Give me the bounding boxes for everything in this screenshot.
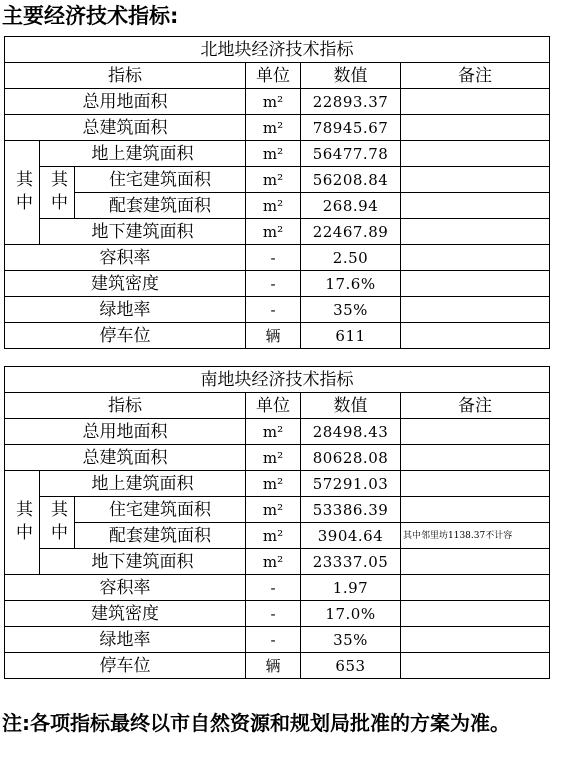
row-unit: 辆 bbox=[246, 653, 301, 679]
row-remark bbox=[401, 115, 550, 141]
table-row bbox=[5, 627, 550, 653]
row-remark bbox=[401, 445, 550, 471]
row-unit: - bbox=[246, 575, 301, 601]
of-which-inner-label: 其中 bbox=[40, 497, 75, 549]
table-title-row bbox=[5, 367, 550, 393]
table-row bbox=[5, 323, 550, 349]
row-remark bbox=[401, 549, 550, 575]
table-row bbox=[5, 245, 550, 271]
row-label: 建筑密度 bbox=[5, 601, 246, 627]
table-row bbox=[5, 271, 550, 297]
table-row bbox=[5, 549, 550, 575]
row-label: 地下建筑面积 bbox=[40, 219, 246, 245]
header-indicator: 指标 bbox=[5, 63, 246, 89]
row-unit: m² bbox=[246, 167, 301, 193]
table-row bbox=[5, 89, 550, 115]
row-value: 611 bbox=[301, 323, 401, 349]
row-unit: - bbox=[246, 627, 301, 653]
row-value: 23337.05 bbox=[301, 549, 401, 575]
row-label: 绿地率 bbox=[5, 627, 246, 653]
table-row bbox=[5, 219, 550, 245]
north-indicator-table bbox=[4, 36, 550, 349]
row-remark bbox=[401, 653, 550, 679]
row-unit: - bbox=[246, 271, 301, 297]
of-which-outer-label: 其中 bbox=[5, 141, 40, 245]
of-which-inner-label: 其中 bbox=[40, 167, 75, 219]
header-row bbox=[5, 63, 550, 89]
row-unit: m² bbox=[246, 549, 301, 575]
row-unit: - bbox=[246, 601, 301, 627]
south-indicator-table bbox=[4, 366, 550, 679]
table-title: 北地块经济技术指标 bbox=[5, 37, 550, 63]
row-label: 地上建筑面积 bbox=[40, 141, 246, 167]
row-unit: m² bbox=[246, 497, 301, 523]
header-unit: 单位 bbox=[246, 63, 301, 89]
header-value: 数值 bbox=[301, 393, 401, 419]
row-value: 35% bbox=[301, 297, 401, 323]
row-value: 28498.43 bbox=[301, 419, 401, 445]
page-title: 主要经济技术指标: bbox=[2, 4, 179, 28]
row-value: 22467.89 bbox=[301, 219, 401, 245]
row-unit: m² bbox=[246, 115, 301, 141]
row-value: 2.50 bbox=[301, 245, 401, 271]
row-label: 总用地面积 bbox=[5, 89, 246, 115]
row-label: 住宅建筑面积 bbox=[75, 167, 246, 193]
table-row bbox=[5, 167, 550, 193]
row-unit: m² bbox=[246, 523, 301, 549]
row-value: 78945.67 bbox=[301, 115, 401, 141]
row-unit: m² bbox=[246, 419, 301, 445]
row-remark bbox=[401, 497, 550, 523]
row-value: 17.6% bbox=[301, 271, 401, 297]
row-unit: m² bbox=[246, 193, 301, 219]
row-remark bbox=[401, 89, 550, 115]
row-label: 总建筑面积 bbox=[5, 115, 246, 141]
row-value: 57291.03 bbox=[301, 471, 401, 497]
row-value: 268.94 bbox=[301, 193, 401, 219]
row-remark bbox=[401, 419, 550, 445]
row-remark bbox=[401, 601, 550, 627]
row-unit: - bbox=[246, 297, 301, 323]
table-row bbox=[5, 653, 550, 679]
row-label: 住宅建筑面积 bbox=[75, 497, 246, 523]
row-remark bbox=[401, 471, 550, 497]
footnote: 注:各项指标最终以市自然资源和规划局批准的方案为准。 bbox=[2, 711, 510, 735]
row-label: 总用地面积 bbox=[5, 419, 246, 445]
table-title: 南地块经济技术指标 bbox=[5, 367, 550, 393]
table-row bbox=[5, 601, 550, 627]
table-row bbox=[5, 471, 550, 497]
row-label: 配套建筑面积 bbox=[75, 523, 246, 549]
row-remark bbox=[401, 323, 550, 349]
header-remark: 备注 bbox=[401, 63, 550, 89]
row-unit: m² bbox=[246, 89, 301, 115]
row-remark: 其中邻里坊1138.37不计容 bbox=[401, 523, 550, 549]
row-value: 80628.08 bbox=[301, 445, 401, 471]
row-label: 绿地率 bbox=[5, 297, 246, 323]
row-unit: m² bbox=[246, 445, 301, 471]
row-value: 56208.84 bbox=[301, 167, 401, 193]
header-row bbox=[5, 393, 550, 419]
row-remark bbox=[401, 245, 550, 271]
row-unit: 辆 bbox=[246, 323, 301, 349]
table-row bbox=[5, 141, 550, 167]
table-row bbox=[5, 193, 550, 219]
of-which-outer-label: 其中 bbox=[5, 471, 40, 575]
table-row bbox=[5, 575, 550, 601]
row-value: 56477.78 bbox=[301, 141, 401, 167]
row-unit: m² bbox=[246, 141, 301, 167]
table-title-row bbox=[5, 37, 550, 63]
row-unit: - bbox=[246, 245, 301, 271]
row-value: 53386.39 bbox=[301, 497, 401, 523]
row-label: 停车位 bbox=[5, 323, 246, 349]
row-label: 容积率 bbox=[5, 575, 246, 601]
row-unit: m² bbox=[246, 471, 301, 497]
row-remark bbox=[401, 167, 550, 193]
header-unit: 单位 bbox=[246, 393, 301, 419]
table-row bbox=[5, 445, 550, 471]
header-remark: 备注 bbox=[401, 393, 550, 419]
table-row bbox=[5, 297, 550, 323]
header-value: 数值 bbox=[301, 63, 401, 89]
table-row bbox=[5, 115, 550, 141]
header-indicator: 指标 bbox=[5, 393, 246, 419]
table-row bbox=[5, 497, 550, 523]
row-remark bbox=[401, 219, 550, 245]
row-label: 容积率 bbox=[5, 245, 246, 271]
row-value: 653 bbox=[301, 653, 401, 679]
row-remark bbox=[401, 193, 550, 219]
row-label: 建筑密度 bbox=[5, 271, 246, 297]
row-value: 17.0% bbox=[301, 601, 401, 627]
row-value: 3904.64 bbox=[301, 523, 401, 549]
row-value: 22893.37 bbox=[301, 89, 401, 115]
row-remark bbox=[401, 627, 550, 653]
row-remark bbox=[401, 271, 550, 297]
row-remark bbox=[401, 575, 550, 601]
row-remark bbox=[401, 297, 550, 323]
row-label: 停车位 bbox=[5, 653, 246, 679]
row-label: 总建筑面积 bbox=[5, 445, 246, 471]
row-label: 配套建筑面积 bbox=[75, 193, 246, 219]
row-label: 地上建筑面积 bbox=[40, 471, 246, 497]
table-row bbox=[5, 523, 550, 549]
row-label: 地下建筑面积 bbox=[40, 549, 246, 575]
row-value: 35% bbox=[301, 627, 401, 653]
row-value: 1.97 bbox=[301, 575, 401, 601]
row-remark bbox=[401, 141, 550, 167]
row-unit: m² bbox=[246, 219, 301, 245]
table-row bbox=[5, 419, 550, 445]
